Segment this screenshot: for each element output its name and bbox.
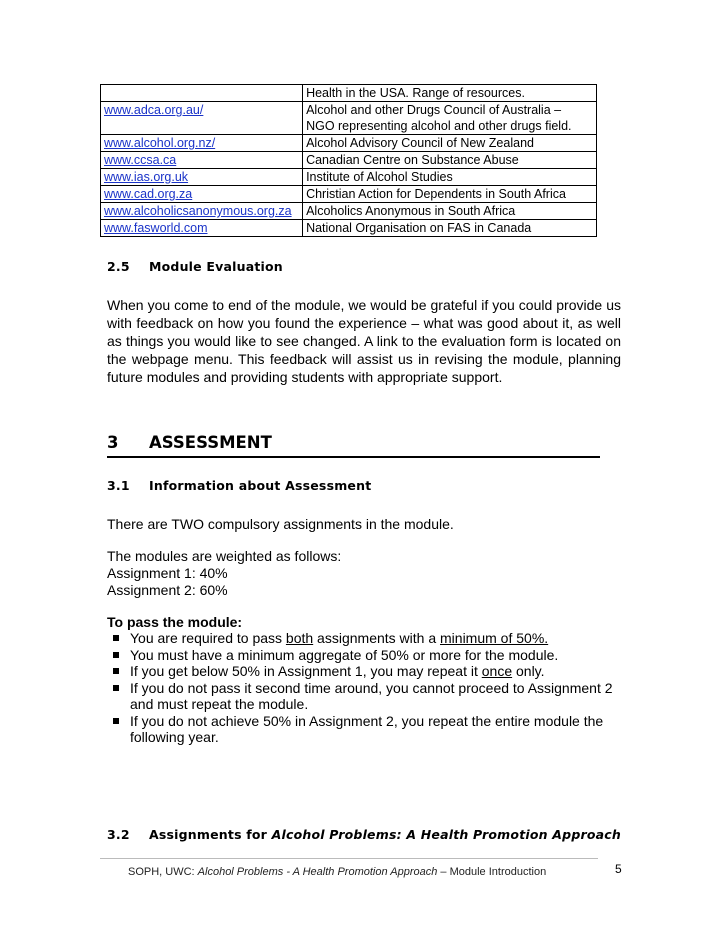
section-number: 3	[107, 433, 119, 452]
section-number: 3.1	[107, 478, 130, 493]
resource-description: Health in the USA. Range of resources.	[303, 85, 597, 102]
bullet-icon	[113, 652, 119, 658]
assignment-1-weight: Assignment 1: 40%	[107, 565, 228, 581]
resource-link[interactable]: www.alcoholicsanonymous.org.za	[101, 203, 303, 220]
resource-url	[101, 85, 303, 102]
table-row	[101, 135, 597, 152]
section-title: Module Evaluation	[149, 259, 283, 274]
resources-table	[100, 84, 597, 237]
table-row	[101, 85, 597, 102]
bullet-icon	[113, 685, 119, 691]
pass-requirements-heading: To pass the module:	[107, 614, 243, 630]
section-title: Information about Assessment	[149, 478, 372, 493]
table-row	[101, 186, 597, 203]
resource-link[interactable]: www.adca.org.au/	[101, 102, 303, 135]
list-item: If you do not pass it second time around, you cannot proceed to Assignment 2 and must repeat the module.	[113, 680, 621, 713]
table-row	[101, 203, 597, 220]
module-evaluation-paragraph: When you come to end of the module, we would be grateful if you could provide us with feedback on how you found the experience – what was good about it, as well as things you would like to see changed. A link to the evaluation form is located on the webpage menu. This feedback will assist us in revising the module, planning future modules and providing students with appropriate support.	[107, 297, 621, 385]
section-title-italic: Alcohol Problems: A Health Promotion Approach	[271, 827, 621, 842]
table-row	[101, 220, 597, 237]
resource-description: Alcohol Advisory Council of New Zealand	[303, 135, 597, 152]
resource-description: Christian Action for Dependents in South Africa	[303, 186, 597, 203]
bullet-icon	[113, 718, 119, 724]
resource-link[interactable]: www.cad.org.za	[101, 186, 303, 203]
resource-description: National Organisation on FAS in Canada	[303, 220, 597, 237]
weighting-block	[107, 548, 621, 599]
section-3-1-heading	[107, 478, 371, 493]
section-number: 2.5	[107, 259, 130, 274]
list-item: If you do not achieve 50% in Assignment 2, you repeat the entire module the following year.	[113, 713, 621, 746]
section-title: ASSESSMENT	[149, 433, 272, 452]
section-title-prefix: Assignments for	[149, 827, 272, 842]
bullet-icon	[113, 635, 119, 641]
resource-description: Canadian Centre on Substance Abuse	[303, 152, 597, 169]
assignments-intro: There are TWO compulsory assignments in the module.	[107, 516, 454, 532]
resource-description: Alcoholics Anonymous in South Africa	[303, 203, 597, 220]
list-item: If you get below 50% in Assignment 1, you may repeat it once only.	[113, 663, 621, 680]
pass-requirements-list	[113, 630, 621, 746]
bullet-icon	[113, 668, 119, 674]
resource-link[interactable]: www.ccsa.ca	[101, 152, 303, 169]
resource-link[interactable]: www.ias.org.uk	[101, 169, 303, 186]
table-row	[101, 152, 597, 169]
section-number: 3.2	[107, 827, 130, 842]
resource-link[interactable]: www.fasworld.com	[101, 220, 303, 237]
resource-description: Alcohol and other Drugs Council of Australia – NGO representing alcohol and other drugs field.	[303, 102, 597, 135]
assignment-2-weight: Assignment 2: 60%	[107, 582, 228, 598]
table-row	[101, 169, 597, 186]
page-number: 5	[615, 862, 622, 876]
footer-divider	[100, 858, 598, 859]
resource-link[interactable]: www.alcohol.org.nz/	[101, 135, 303, 152]
page-footer: SOPH, UWC: Alcohol Problems - A Health Promotion Approach – Module Introduction	[128, 866, 547, 878]
table-row	[101, 102, 597, 135]
list-item: You must have a minimum aggregate of 50% or more for the module.	[113, 647, 621, 664]
resource-description: Institute of Alcohol Studies	[303, 169, 597, 186]
list-item: You are required to pass both assignments with a minimum of 50%.	[113, 630, 621, 647]
section-3-2-heading	[107, 827, 621, 842]
section-2-5-heading	[107, 259, 283, 274]
weighting-heading: The modules are weighted as follows:	[107, 548, 342, 564]
section-3-heading	[107, 433, 600, 458]
